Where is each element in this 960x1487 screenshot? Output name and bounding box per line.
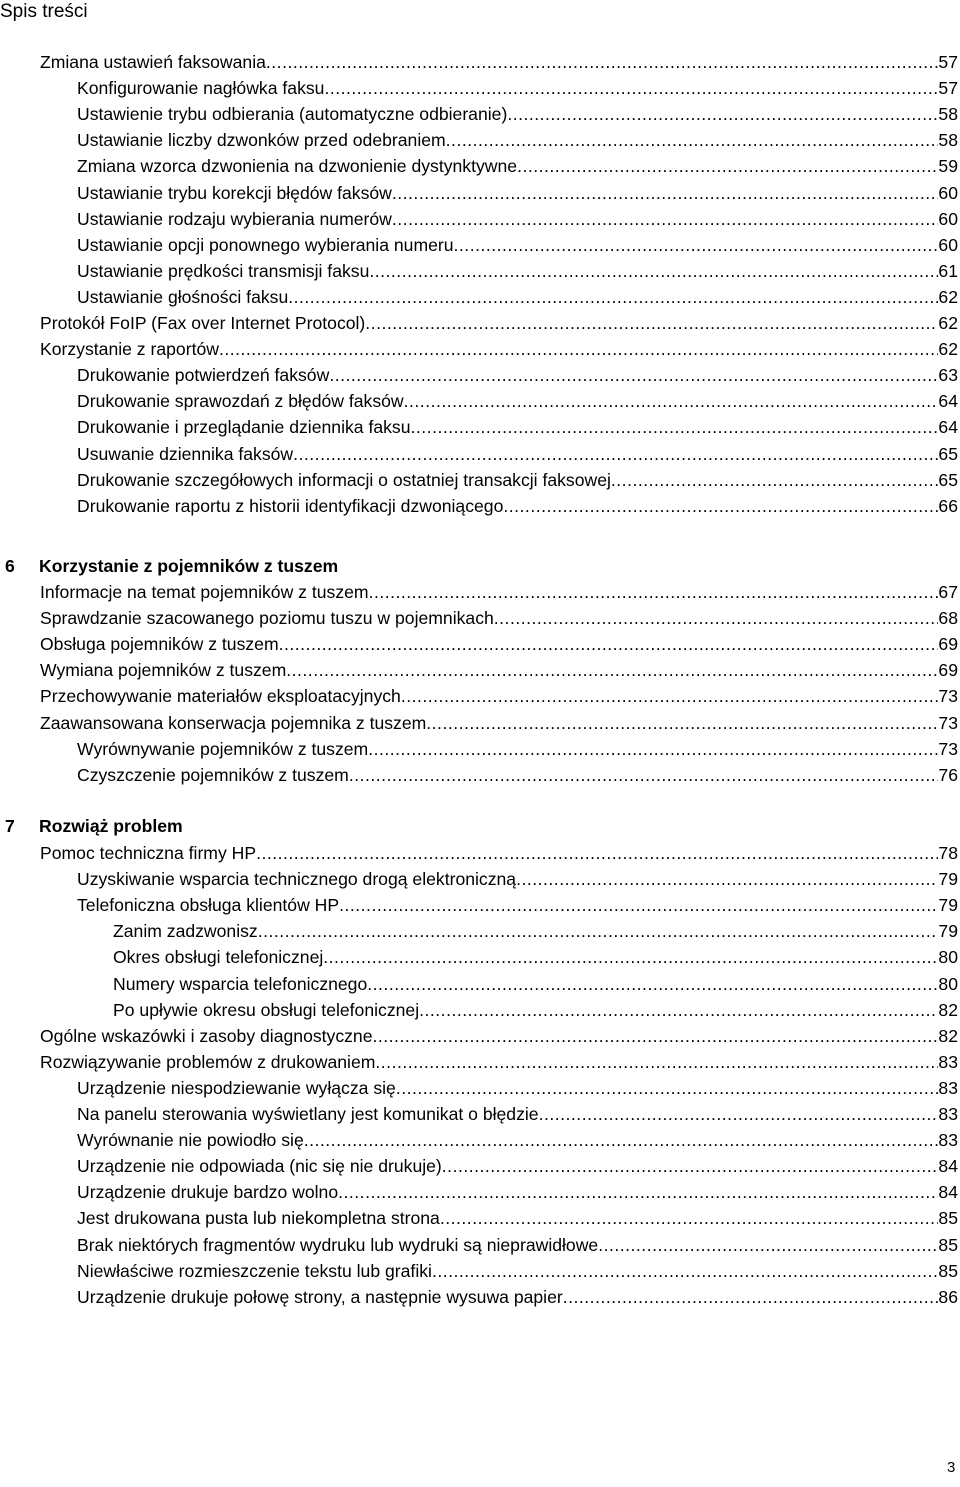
toc-entry-label: Ustawianie trybu korekcji błędów faksów <box>77 182 392 203</box>
toc-entry-page: 85 <box>938 1260 958 1281</box>
toc-entry[interactable] <box>77 763 958 787</box>
toc-entry[interactable] <box>77 1102 958 1126</box>
toc-entry[interactable] <box>77 1259 958 1283</box>
toc-entry-label: Ustawianie opcji ponownego wybierania numeru <box>77 234 454 255</box>
toc-entry-page: 64 <box>938 417 958 438</box>
dot-leader <box>446 128 939 152</box>
dot-leader <box>369 259 938 283</box>
toc-entry-label: Pomoc techniczna firmy HP <box>40 843 257 863</box>
toc-entry-page: 83 <box>938 1077 958 1098</box>
dot-leader <box>349 763 939 787</box>
toc-entry-label: Okres obsługi telefonicznej <box>113 947 324 968</box>
dot-leader <box>375 1050 938 1074</box>
toc-entry-page: 83 <box>938 1130 958 1151</box>
toc-entry-page: 57 <box>938 78 958 99</box>
toc-entry-label: Rozwiązywanie problemów z drukowaniem <box>40 1051 376 1072</box>
toc-entry-page: 63 <box>938 365 958 386</box>
dot-leader <box>368 737 938 761</box>
toc-entry[interactable] <box>77 442 958 466</box>
chapter-title: Korzystanie z pojemników z tuszem <box>39 556 339 576</box>
toc-entry-page: 73 <box>938 738 958 759</box>
toc-entry-label: Uzyskiwanie wsparcia technicznego drogą elektroniczną <box>77 869 517 890</box>
toc-entry-label: Jest drukowana pusta lub niekompletna strona <box>77 1208 440 1229</box>
toc-entry-page: 59 <box>938 156 958 177</box>
toc-entry[interactable] <box>77 1180 958 1204</box>
toc-entry-page: 83 <box>938 1051 958 1072</box>
toc-entry[interactable] <box>40 1050 958 1074</box>
dot-leader <box>323 945 938 969</box>
toc-entry-page: 64 <box>938 391 958 412</box>
toc-entry-page: 69 <box>938 634 958 655</box>
toc-entry[interactable] <box>40 337 958 361</box>
toc-entry-page: 79 <box>938 895 958 916</box>
toc-entry-label: Konfigurowanie nagłówka faksu <box>77 78 325 99</box>
chapter-number: 6 <box>5 556 15 576</box>
toc-entry-page: 67 <box>938 582 958 602</box>
toc-entry-page: 60 <box>938 182 958 203</box>
dot-leader <box>339 893 938 917</box>
toc-entry-label: Zanim zadzwonisz <box>113 921 258 942</box>
toc-entry-page: 62 <box>938 339 958 360</box>
dot-leader <box>365 311 938 335</box>
dot-leader <box>373 1024 939 1048</box>
dot-leader <box>288 285 938 309</box>
toc-entry-page: 86 <box>938 1286 958 1307</box>
toc-entry-label: Zaawansowana konserwacja pojemnika z tuszem <box>40 712 427 733</box>
toc-entry[interactable] <box>113 972 958 996</box>
toc-entry-page: 57 <box>938 52 958 72</box>
toc-entry[interactable] <box>77 207 958 231</box>
dot-leader <box>392 181 939 205</box>
toc-entry-label: Wyrównanie nie powiodło się <box>77 1130 304 1151</box>
dot-leader <box>286 658 938 682</box>
toc-entry[interactable] <box>77 181 958 205</box>
dot-leader <box>304 1128 939 1152</box>
dot-leader <box>396 1076 939 1100</box>
dot-leader <box>258 919 939 943</box>
toc-entry[interactable] <box>40 632 958 656</box>
toc-entry[interactable] <box>40 50 958 74</box>
dot-leader <box>516 867 938 891</box>
dot-leader <box>598 1233 938 1257</box>
dot-leader <box>369 580 939 604</box>
toc-entry-page: 79 <box>938 869 958 890</box>
toc-entry-label: Zmiana ustawień faksowania <box>40 52 266 72</box>
chapter-title: Rozwiąż problem <box>39 816 183 836</box>
toc-entry-label: Ustawianie liczby dzwonków przed odebraniem <box>77 130 446 151</box>
dot-leader <box>219 337 938 361</box>
dot-leader <box>419 998 938 1022</box>
toc-entry[interactable] <box>77 154 958 178</box>
toc-entry-page: 58 <box>938 104 958 125</box>
toc-entry-label: Na panelu sterowania wyświetlany jest komunikat o błędzie <box>77 1104 539 1124</box>
toc-entry-label: Korzystanie z raportów <box>40 339 219 360</box>
toc-entry-page: 62 <box>938 313 958 333</box>
toc-entry[interactable] <box>77 893 958 917</box>
toc-entry-label: Czyszczenie pojemników z tuszem <box>77 764 349 785</box>
toc-entry-label: Po upływie okresu obsługi telefonicznej <box>113 999 420 1020</box>
toc-entry-label: Ustawianie głośności faksu <box>77 286 289 307</box>
toc-entry-label: Urządzenie drukuje bardzo wolno <box>77 1182 339 1203</box>
toc-entry-label: Urządzenie niespodziewanie wyłącza się <box>77 1077 396 1098</box>
dot-leader <box>411 415 939 439</box>
toc-entry[interactable] <box>40 841 958 865</box>
dot-leader <box>256 841 938 865</box>
toc-entry-label: Protokół FoIP (Fax over Internet Protocol) <box>40 313 366 333</box>
toc-entry-page: 62 <box>938 286 958 307</box>
toc-entry-label: Drukowanie potwierdzeń faksów <box>77 365 330 386</box>
toc-entry-page: 65 <box>938 469 958 490</box>
toc-entry-page: 73 <box>938 686 958 707</box>
toc-entry-label: Wyrównywanie pojemników z tuszem <box>77 738 369 759</box>
toc-entry[interactable] <box>40 658 958 682</box>
dot-leader <box>440 1206 939 1230</box>
dot-leader <box>279 632 939 656</box>
toc-entry-label: Obsługa pojemników z tuszem <box>40 634 279 655</box>
toc-entry[interactable] <box>77 1233 958 1257</box>
toc-entry[interactable] <box>40 684 958 708</box>
dot-leader <box>507 102 938 126</box>
toc-entry[interactable] <box>77 128 958 152</box>
toc-entry-page: 83 <box>938 1104 958 1124</box>
running-header: Spis treści <box>0 1 88 22</box>
toc-entry[interactable] <box>77 1285 958 1309</box>
dot-leader <box>266 50 939 74</box>
dot-leader <box>426 711 938 735</box>
toc-entry[interactable] <box>113 919 958 943</box>
toc-entry[interactable] <box>113 945 958 969</box>
toc-entry-label: Ustawienie trybu odbierania (automatyczne odbieranie) <box>77 104 508 125</box>
toc-entry-label: Informacje na temat pojemników z tuszem <box>40 582 369 602</box>
dot-leader <box>494 606 939 630</box>
toc-entry-label: Przechowywanie materiałów eksploatacyjnych <box>40 686 401 707</box>
page-number: 3 <box>947 1459 956 1476</box>
toc-entry[interactable] <box>77 102 958 126</box>
chapter-number: 7 <box>5 816 15 836</box>
toc-entry-label: Usuwanie dziennika faksów <box>77 443 294 464</box>
toc-entry-page: 84 <box>938 1182 958 1203</box>
toc-entry-page: 60 <box>938 208 958 229</box>
toc-entry[interactable] <box>77 363 958 387</box>
toc-entry-label: Urządzenie drukuje połowę strony, a następnie wysuwa papier <box>77 1286 563 1307</box>
toc-entry[interactable] <box>40 711 958 735</box>
toc-entry[interactable] <box>77 1206 958 1230</box>
toc-entry-page: 66 <box>938 495 958 516</box>
toc-entry[interactable] <box>77 737 958 761</box>
toc-entry[interactable] <box>40 1024 958 1048</box>
toc-entry[interactable] <box>40 580 958 604</box>
toc-entry-label: Wymiana pojemników z tuszem <box>40 660 287 681</box>
toc-entry-label: Drukowanie i przeglądanie dziennika faksu <box>77 417 411 438</box>
toc-entry-page: 68 <box>938 608 958 629</box>
toc-entry-page: 84 <box>938 1156 958 1177</box>
dot-leader <box>503 494 938 518</box>
dot-leader <box>442 1154 939 1178</box>
dot-leader <box>563 1285 939 1309</box>
toc-entry-page: 58 <box>938 130 958 151</box>
dot-leader <box>539 1102 939 1126</box>
toc-entry-page: 78 <box>938 843 958 863</box>
dot-leader <box>367 972 938 996</box>
dot-leader <box>454 233 939 257</box>
toc-entry-page: 69 <box>938 660 958 681</box>
dot-leader <box>392 207 939 231</box>
toc-entry-label: Drukowanie raportu z historii identyfikacji dzwoniącego <box>77 495 504 516</box>
toc-entry-label: Drukowanie sprawozdań z błędów faksów <box>77 391 404 412</box>
toc-entry[interactable] <box>77 1076 958 1100</box>
toc-entry-label: Urządzenie nie odpowiada (nic się nie drukuje) <box>77 1156 442 1177</box>
toc-entry-label: Numery wsparcia telefonicznego <box>113 973 368 994</box>
toc-entry[interactable] <box>77 1128 958 1152</box>
dot-leader <box>293 442 938 466</box>
toc-entry-label: Ogólne wskazówki i zasoby diagnostyczne <box>40 1025 373 1046</box>
toc-entry[interactable] <box>77 233 958 257</box>
toc-entry[interactable] <box>77 415 958 439</box>
toc-entry-page: 85 <box>938 1208 958 1229</box>
toc-entry[interactable] <box>40 311 958 335</box>
toc-entry-label: Sprawdzanie szacowanego poziomu tuszu w pojemnikach <box>40 608 494 629</box>
toc-entry[interactable] <box>77 389 958 413</box>
toc-entry[interactable] <box>77 867 958 891</box>
toc-entry[interactable] <box>77 494 958 518</box>
dot-leader <box>611 468 939 492</box>
toc-entry-label: Ustawianie prędkości transmisji faksu <box>77 260 370 281</box>
toc-entry[interactable] <box>77 259 958 283</box>
toc-entry[interactable] <box>77 76 958 100</box>
toc-entry-page: 73 <box>938 712 958 733</box>
toc-entry[interactable] <box>77 285 958 309</box>
toc-entry[interactable] <box>113 998 958 1022</box>
toc-entry[interactable] <box>77 468 958 492</box>
dot-leader <box>517 154 938 178</box>
toc-entry-label: Ustawianie rodzaju wybierania numerów <box>77 208 392 229</box>
toc-entry-page: 80 <box>938 947 958 968</box>
toc-entry-label: Telefoniczna obsługa klientów HP <box>77 895 340 916</box>
toc-entry[interactable] <box>77 1154 958 1178</box>
toc-entry-page: 76 <box>938 764 958 785</box>
toc-entry-label: Drukowanie szczegółowych informacji o ostatniej transakcji faksowej <box>77 469 611 490</box>
toc-entry-page: 60 <box>938 234 958 255</box>
toc-entry-page: 65 <box>938 443 958 464</box>
dot-leader <box>338 1180 938 1204</box>
dot-leader <box>404 389 939 413</box>
toc-entry-label: Brak niektórych fragmentów wydruku lub wydruki są nieprawidłowe <box>77 1234 599 1255</box>
toc-entry[interactable] <box>40 606 958 630</box>
toc-entry-label: Niewłaściwe rozmieszczenie tekstu lub grafiki <box>77 1260 432 1281</box>
toc-entry-page: 79 <box>938 921 958 942</box>
dot-leader <box>432 1259 938 1283</box>
dot-leader <box>401 684 939 708</box>
toc-entry-page: 80 <box>938 973 958 994</box>
toc-entry-label: Zmiana wzorca dzwonienia na dzwonienie dystynktywne <box>77 156 518 177</box>
toc-entry-page: 82 <box>938 1025 958 1046</box>
toc-entry-page: 61 <box>938 260 958 281</box>
toc-entry-page: 82 <box>938 999 958 1020</box>
dot-leader <box>324 76 938 100</box>
dot-leader <box>329 363 938 387</box>
toc-entry-page: 85 <box>938 1234 958 1255</box>
